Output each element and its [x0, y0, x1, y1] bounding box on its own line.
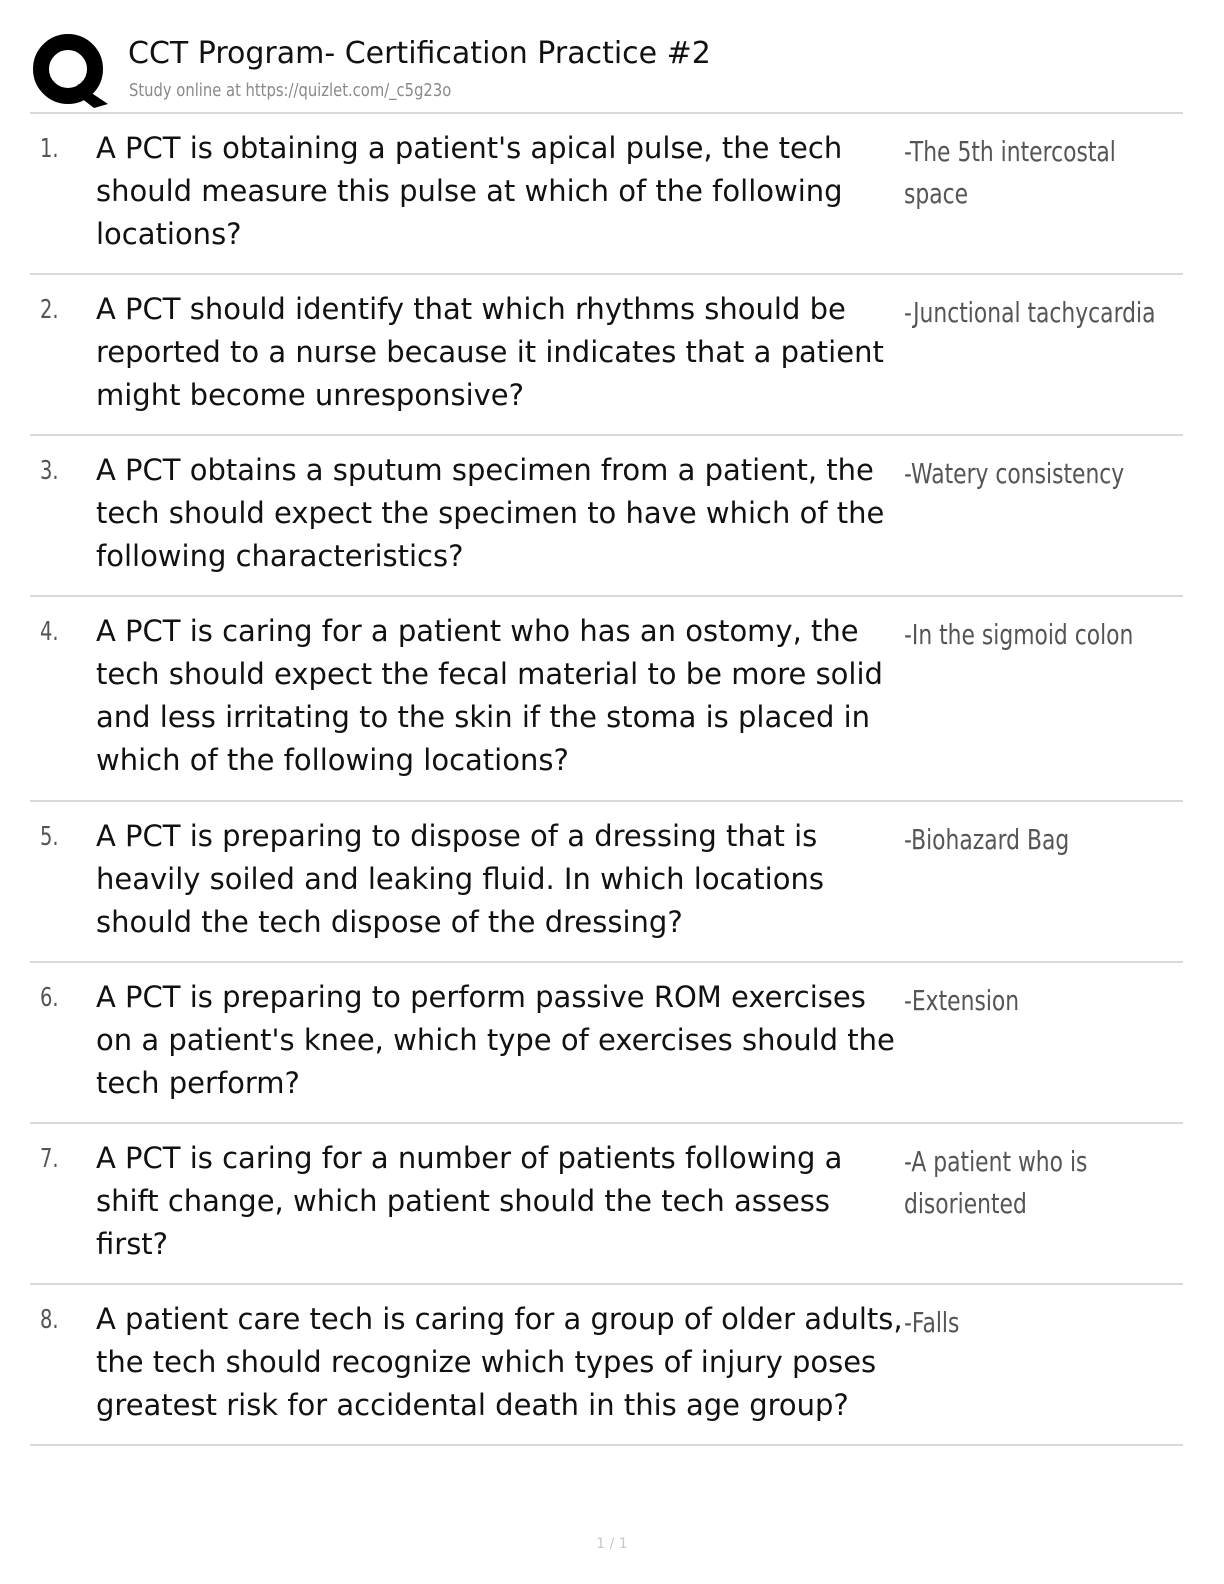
question-card: [30, 1285, 1183, 1446]
question-card: [30, 114, 1183, 275]
question-text: A PCT is caring for a number of patients following a shift change, which patient should the tech assess first?: [96, 1141, 843, 1261]
question-card: [30, 275, 1183, 436]
question-text: A PCT is preparing to perform passive ROM exercises on a patient's knee, which type of exercises should the tech perform?: [96, 980, 895, 1100]
answer-text: -Watery consistency: [904, 457, 1125, 490]
question-card: [30, 597, 1183, 802]
document-header: [30, 30, 1183, 114]
answer-text: -A patient who is disoriented: [904, 1145, 1088, 1220]
question-text: A PCT is obtaining a patient's apical pulse, the tech should measure this pulse at which of the following locations?: [96, 131, 843, 251]
answer-text: -Extension: [904, 984, 1020, 1017]
answer-text: -Biohazard Bag: [904, 823, 1070, 856]
question-text: A PCT should identify that which rhythms should be reported to a nurse because it indicates that a patient might become unresponsive?: [96, 292, 884, 412]
question-text: A patient care tech is caring for a group of older adults, the tech should recognize which types of injury poses greatest risk for accidental death in this age group?: [96, 1302, 903, 1422]
question-card: [30, 963, 1183, 1124]
question-text: A PCT is caring for a patient who has an ostomy, the tech should expect the fecal material to be more solid and less irritating to the skin if the stoma is placed in which of the following locations?: [96, 614, 883, 777]
question-number: 8.: [40, 1305, 59, 1335]
question-card: [30, 1124, 1183, 1285]
question-card: [30, 802, 1183, 963]
question-number: 3.: [40, 456, 59, 486]
answer-text: -The 5th intercostal space: [904, 135, 1116, 210]
question-number: 5.: [40, 822, 59, 852]
page-number: 1 / 1: [596, 1536, 628, 1552]
question-list: [30, 114, 1183, 1446]
question-number: 7.: [40, 1144, 59, 1174]
study-online-link[interactable]: Study online at https://quizlet.com/_c5g23o: [129, 80, 452, 101]
answer-text: -Junctional tachycardia: [904, 296, 1156, 329]
question-text: A PCT is preparing to dispose of a dressing that is heavily soiled and leaking fluid. In which locations should the tech dispose of the dressing?: [96, 819, 824, 939]
question-number: 6.: [40, 983, 59, 1013]
document-title: CCT Program- Certification Practice #2: [128, 36, 711, 71]
question-number: 2.: [40, 295, 59, 325]
quizlet-logo-icon: [32, 32, 108, 108]
question-text: A PCT obtains a sputum specimen from a patient, the tech should expect the specimen to have which of the following characteristics?: [96, 453, 885, 573]
answer-text: -Falls: [904, 1306, 960, 1339]
question-number: 4.: [40, 617, 59, 647]
question-card: [30, 436, 1183, 597]
question-number: 1.: [40, 134, 59, 164]
answer-text: -In the sigmoid colon: [904, 618, 1134, 651]
